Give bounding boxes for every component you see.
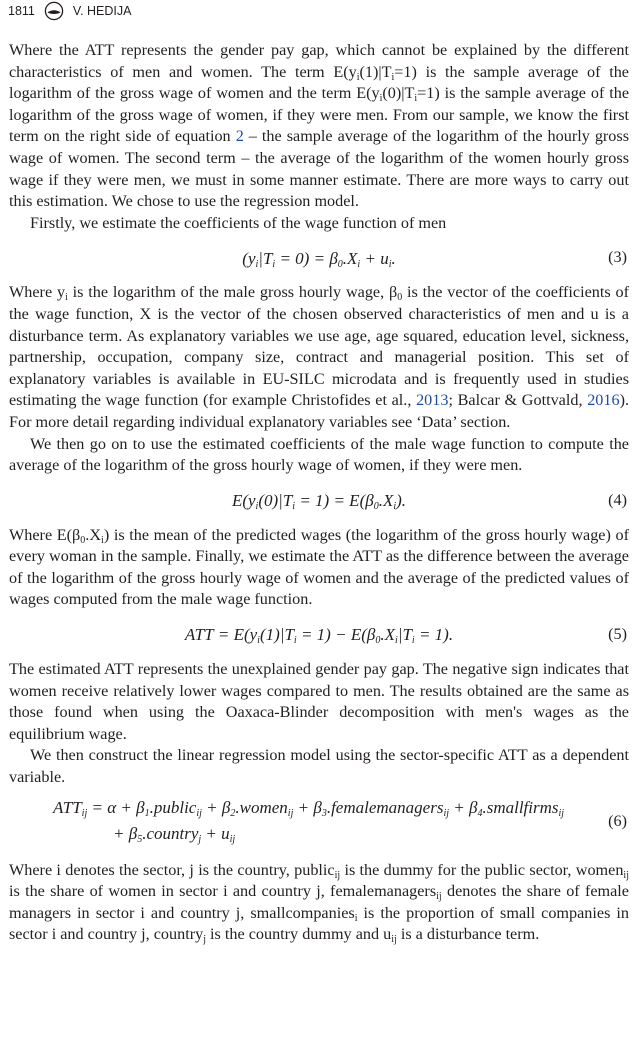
equation-3	[9, 241, 629, 275]
equation-6-number: (6)	[608, 811, 627, 830]
equation-4-number: (4)	[608, 490, 627, 509]
equation-3-body: $(y_i|T_i = 0) = \beta_0.X_i + u_i$.	[242, 248, 396, 270]
paragraph-5: Where $E(\beta_0.X_i)$ is the mean of the predicted wages (the logarithm of the gross hourly wage) of every woman in the sample. Finally, we estimate the ATT as the difference between the average of the logarithm of the gross hourly wage of women and the average of the predicted values of wages computed from the male wage function.	[9, 525, 629, 609]
equation-4-body: $E(y_i(0)|T_i = 1) = E(\beta_0.X_i)$.	[231, 490, 407, 512]
paragraph-4: We then go on to use the estimated coefficients of the male wage function to compute the average of the logarithm of the gross hourly wage of women, if they were men.	[9, 434, 629, 475]
equation-6	[9, 789, 629, 853]
equation-5-body: ATT = $E(y_i(1)|T_i = 1) - E(\beta_0.X_i|T_i = 1)$.	[184, 625, 454, 647]
publisher-logo-icon	[44, 1, 64, 21]
paragraph-7: We then construct the linear regression model using the sector-specific ATT as a dependent variable.	[9, 746, 629, 787]
equation-5	[9, 618, 629, 652]
equation-ref-link[interactable]: 2	[235, 127, 244, 146]
paragraph-6: The estimated ATT represents the unexplained gender pay gap. The negative sign indicates that women receive relatively lower wages compared to men. The results obtained are the same as those found when using the Oaxaca-Blinder decomposition with men's wages as the equilibrium wage.	[9, 660, 629, 743]
paragraph-8: Where i denotes the sector, j is the country, public$_{ij}$ is the dummy for the public sector, women$_{ij}$ is the share of women in sector i and country j, femalemanagers$_{ij}$ denotes the share of female managers in sector i and country j, smallcompanies$_i$ is the proportion of small companies in sector i and country j, country$_j$ is the country dummy and $u_{ij}$ is a disturbance term.	[9, 860, 630, 946]
paragraph-1: Where the ATT represents the gender pay gap, which cannot be explained by the different characteristics of men and women. The term $E(y_i(1)|T_i=1)$ is the sample average of the logarithm of the gross wage of women and the term $E(y_i(0)|T_i=1)$ is the sample average of the logarithm of the gross wage of women, if they were men. From our sample, we know the first term on the right side of equation 2 – the sample average of the logarithm of the hourly gross wage of women. The second term – the average of the logarithm of the women hourly gross wage if they were men, we must in some manner estimate. There are more ways to carry out this estimation. We chose to use the regression model.	[9, 41, 629, 211]
paragraph-2: Firstly, we estimate the coefficients of the wage function of men	[30, 213, 447, 232]
equation-3-number: (3)	[608, 248, 627, 267]
article-body	[9, 40, 629, 946]
equation-4	[9, 484, 629, 518]
author-name: V. HEDIJA	[72, 4, 132, 18]
equation-6-line-2: + $\beta_5.country_j + u_{ij}$	[113, 823, 236, 845]
equation-5-number: (5)	[608, 625, 627, 644]
page-number: 1811	[8, 4, 35, 18]
equation-6-line-1: $ATT_{ij} = \alpha$ + $\beta_1.public_{ij}$ + $\beta_2.women_{ij}$ + $\beta_3.femalemanagers_{ij}$ + $\beta_4.smallfirms_{ij}$	[53, 797, 565, 819]
paragraph-3: Where $y_i$ is the logarithm of the male gross hourly wage, $\beta_0$ is the vector of the coefficients of the wage function, X is the vector of the chosen observed characteristics of men and u is a disturbance term. As explanatory variables we use age, age squared, education level, sickness, partnership, occupation, company size, contract and managerial position. This set of explanatory variables is available in EU-SILC microdata and is frequently used in studies estimating the wage function (for example Christofides et al., 2013; Balcar & Gottvald, 2016). For more detail regarding individual explanatory variables see ‘Data’ section.	[9, 283, 629, 431]
citation-link-balcar[interactable]: 2016	[587, 391, 620, 410]
running-header	[8, 0, 633, 22]
citation-link-christofides[interactable]: 2013	[416, 391, 449, 410]
